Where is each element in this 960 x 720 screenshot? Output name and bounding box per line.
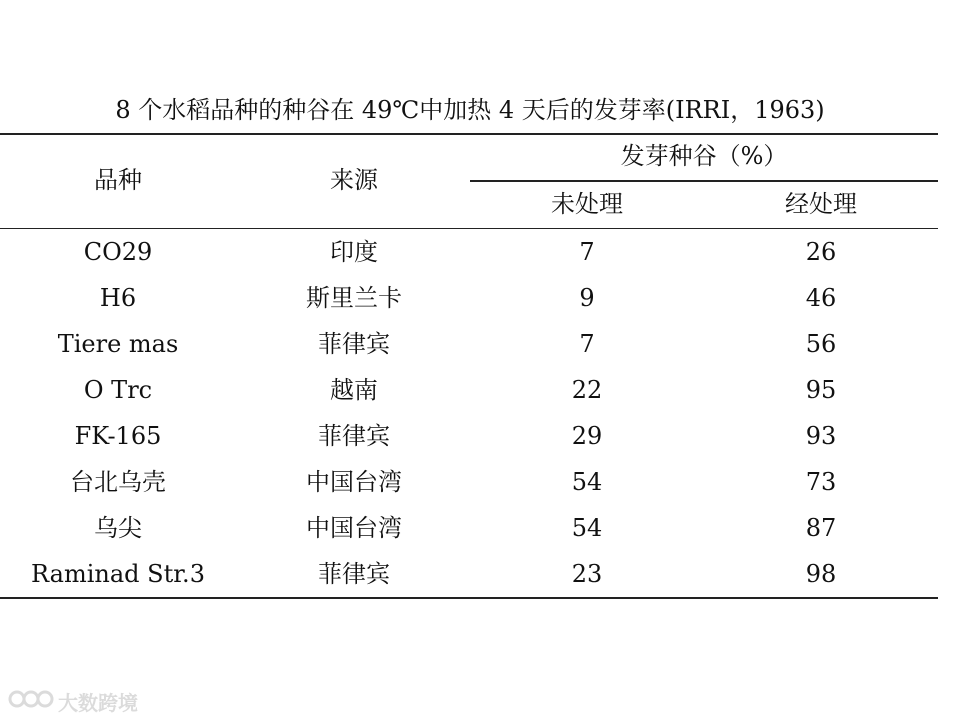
header-origin: 来源 — [330, 166, 378, 194]
origin-cell: 越南 — [330, 376, 378, 404]
origin-cell: 斯里兰卡 — [306, 284, 402, 312]
table-top-rule — [0, 133, 938, 135]
untreated-cell: 22 — [571, 376, 603, 404]
brand-logo-icon — [8, 687, 54, 715]
treated-cell: 46 — [805, 284, 837, 312]
origin-cell: 菲律宾 — [318, 330, 390, 358]
origin-cell: 中国台湾 — [306, 514, 402, 542]
untreated-cell: 29 — [571, 422, 603, 450]
header-germination-group: 发芽种谷（%） — [620, 142, 788, 170]
table-bottom-rule — [0, 597, 938, 599]
origin-cell: 印度 — [330, 238, 378, 266]
group-header-rule — [470, 180, 938, 182]
untreated-cell: 7 — [579, 330, 595, 358]
untreated-cell: 54 — [571, 468, 603, 496]
variety-cell: CO29 — [83, 238, 153, 266]
origin-cell: 中国台湾 — [306, 468, 402, 496]
treated-cell: 93 — [805, 422, 837, 450]
untreated-cell: 23 — [571, 560, 603, 588]
variety-cell: FK-165 — [74, 422, 162, 450]
treated-cell: 56 — [805, 330, 837, 358]
header-bottom-rule — [0, 228, 938, 229]
variety-cell: 乌尖 — [94, 514, 142, 542]
origin-cell: 菲律宾 — [318, 560, 390, 588]
watermark-text: 大数跨境 — [58, 690, 138, 715]
untreated-cell: 54 — [571, 514, 603, 542]
header-treated: 经处理 — [785, 190, 857, 218]
variety-cell: H6 — [99, 284, 137, 312]
treated-cell: 87 — [805, 514, 837, 542]
header-variety: 品种 — [94, 166, 142, 194]
variety-cell: Tiere mas — [57, 330, 179, 358]
variety-cell: Raminad Str.3 — [31, 560, 205, 588]
untreated-cell: 7 — [579, 238, 595, 266]
table-title: 8 个水稻品种的种谷在 49℃中加热 4 天后的发芽率(IRRI，1963) — [115, 96, 825, 124]
variety-cell: O Trc — [83, 376, 153, 404]
variety-cell: 台北乌壳 — [70, 468, 166, 496]
watermark — [8, 686, 138, 716]
treated-cell: 95 — [805, 376, 837, 404]
origin-cell: 菲律宾 — [318, 422, 390, 450]
treated-cell: 26 — [805, 238, 837, 266]
untreated-cell: 9 — [579, 284, 595, 312]
treated-cell: 98 — [805, 560, 837, 588]
treated-cell: 73 — [805, 468, 837, 496]
header-untreated: 未处理 — [551, 190, 623, 218]
